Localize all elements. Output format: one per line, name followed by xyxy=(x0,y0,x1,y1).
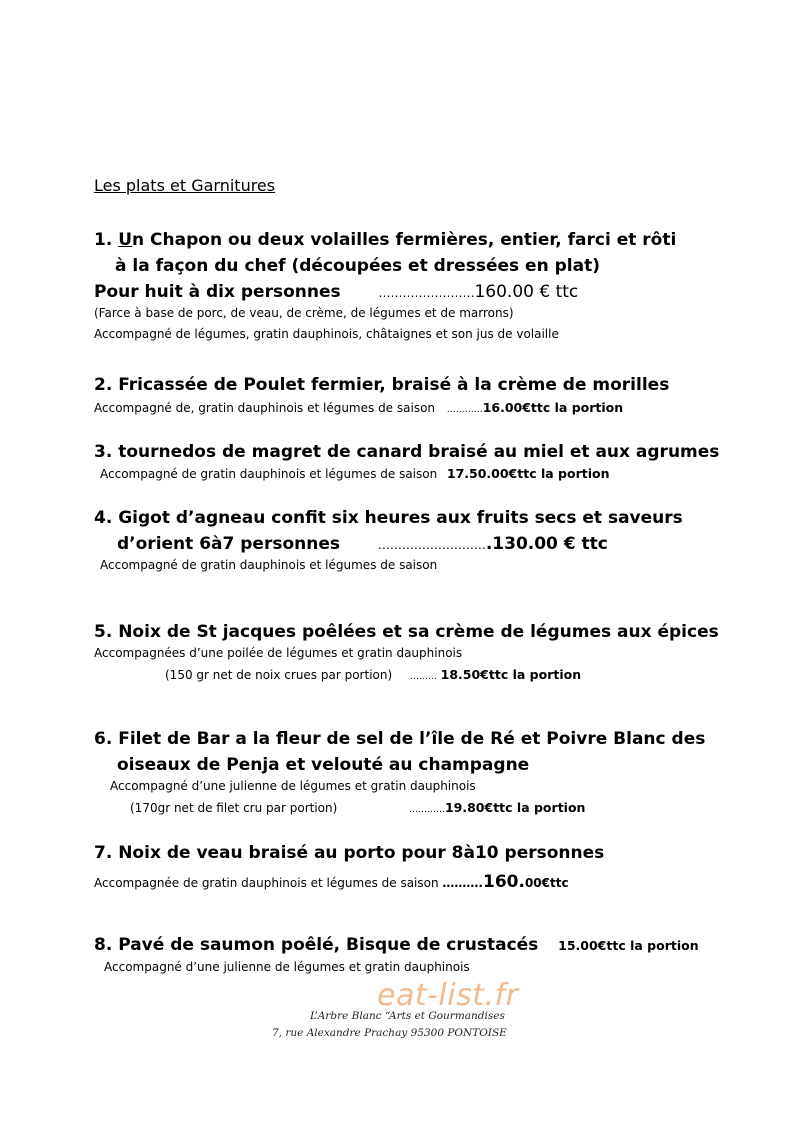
dish-1-title-line2: à la façon du chef (découpées et dressées en plat) xyxy=(115,256,600,276)
dish-8-title: 8. Pavé de saumon poêlé, Bisque de crustacés xyxy=(94,935,539,955)
dish-2-line xyxy=(94,400,623,415)
dish-6-title-line2: oiseaux de Penja et velouté au champagne xyxy=(117,755,530,775)
dish-1-first-letter: U xyxy=(118,230,133,250)
dish-1-title-line1 xyxy=(94,230,676,250)
dish-2-price: 16.00€ttc la portion xyxy=(482,400,624,415)
dish-5-portion-line xyxy=(165,667,581,682)
dish-4-accompaniment: Accompagné de gratin dauphinois et légumes de saison xyxy=(100,558,438,572)
dish-4-title: 4. Gigot d’agneau confit six heures aux fruits secs et saveurs xyxy=(94,508,683,528)
dish-1-note: (Farce à base de porc, de veau, de crème, de légumes et de marrons) xyxy=(94,306,514,320)
dish-7-accompaniment: Accompagnée de gratin dauphinois et légumes de saison xyxy=(94,876,439,890)
dish-6-price: 19.80€ttc la portion xyxy=(444,800,586,815)
dish-1-persons: Pour huit à dix personnes xyxy=(94,282,341,302)
dish-7-price-suffix: 00€ttc xyxy=(524,876,569,890)
dish-1-accompaniment: Accompagné de légumes, gratin dauphinois, châtaignes et son jus de volaille xyxy=(94,327,559,341)
dish-8-accompaniment: Accompagné d’une julienne de légumes et gratin dauphinois xyxy=(104,960,470,974)
dish-6-accompaniment: Accompagné d’une julienne de légumes et gratin dauphinois xyxy=(110,779,476,793)
dish-5-title: 5. Noix de St jacques poêlées et sa crème de légumes aux épices xyxy=(94,622,719,642)
dish-8-title-line xyxy=(94,935,699,955)
dish-2-accompaniment: Accompagné de, gratin dauphinois et légumes de saison xyxy=(94,401,436,415)
dish-5-accompaniment: Accompagnées d’une poilée de légumes et gratin dauphinois xyxy=(94,646,463,660)
page-title: Les plats et Garnitures xyxy=(94,176,276,195)
dish-1-number: 1. xyxy=(94,230,113,250)
footer-restaurant-name: L’Arbre Blanc “Arts et Gourmandises xyxy=(310,1010,505,1022)
dish-4-price: .130.00 € ttc xyxy=(485,534,608,554)
dish-1-price: 160.00 € ttc xyxy=(474,282,579,302)
dish-1-title-rest: n Chapon ou deux volailles fermières, entier, farci et rôti xyxy=(132,230,677,250)
dish-5-dots: ……… xyxy=(409,672,437,682)
footer-address: 7, rue Alexandre Prachay 95300 PONTOISE xyxy=(272,1027,507,1039)
dish-7-price: 160. xyxy=(482,872,525,892)
dish-7-line xyxy=(94,872,569,892)
dish-5-note: (150 gr net de noix crues par portion) xyxy=(165,668,393,682)
dish-3-title: 3. tournedos de magret de canard braisé au miel et aux agrumes xyxy=(94,442,720,462)
dish-3-line xyxy=(100,466,610,481)
dish-2-dots: ………… xyxy=(446,405,483,415)
dish-3-accompaniment: Accompagné de gratin dauphinois et légumes de saison xyxy=(100,467,438,481)
dish-4-line2 xyxy=(117,534,608,554)
watermark-logo: eat-list.fr xyxy=(377,978,519,1013)
dish-5-price: 18.50€ttc la portion xyxy=(440,667,582,682)
dish-8-price: 15.00€ttc la portion xyxy=(558,938,699,953)
dish-6-dots: ………… xyxy=(408,805,445,815)
dish-2-title: 2. Fricassée de Poulet fermier, braisé à la crème de morilles xyxy=(94,375,670,395)
dish-3-price: 17.50.00€ttc la portion xyxy=(446,466,610,481)
dish-1-dots: …………………… xyxy=(378,286,475,300)
dish-4-dots: ……………………… xyxy=(377,538,486,552)
dish-6-portion-line xyxy=(130,800,585,815)
dish-7-title: 7. Noix de veau braisé au porto pour 8à10 personnes xyxy=(94,843,605,863)
dish-6-title: 6. Filet de Bar a la fleur de sel de l’île de Ré et Poivre Blanc des xyxy=(94,729,706,749)
dish-7-dots: ………. xyxy=(442,876,483,890)
dish-1-persons-line xyxy=(94,282,578,302)
dish-4-persons: d’orient 6à7 personnes xyxy=(117,534,340,554)
dish-6-note: (170gr net de filet cru par portion) xyxy=(130,801,338,815)
